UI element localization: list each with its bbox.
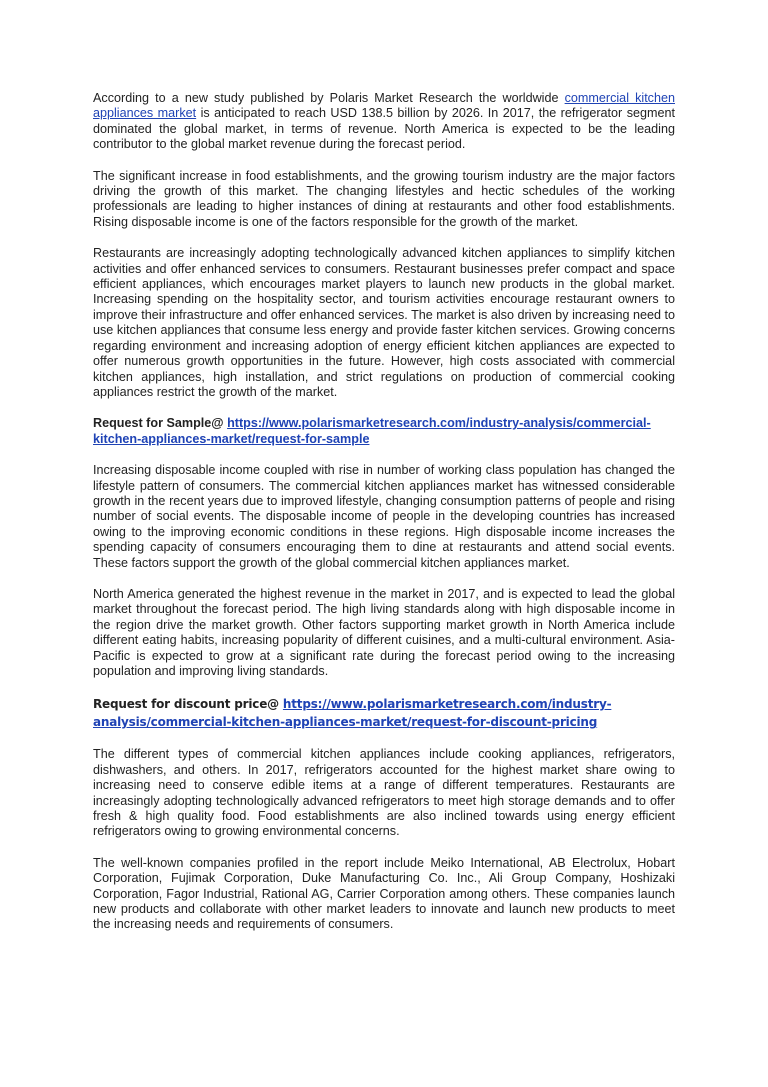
technology-paragraph: Restaurants are increasingly adopting technologically advanced kitchen appliances to simplify kitchen activities and offer enhanced services to consumers. Restaurant businesses prefer compact and space efficient appliances, which encourages market players to launch new products in the global market. Increasing spending on the hospitality sector, and tourism activities encourage restaurant owners to improve their infrastructure and offer enhanced services. The market is also driven by increasing need to use kitchen appliances that consume less energy and provide faster kitchen services. Growing concerns regarding environment and increasing adoption of energy efficient kitchen appliances are expected to offer numerous growth opportunities in the future. However, high costs associated with commercial kitchen appliances, high installation, and strict regulations on production of commercial cooking appliances restrict the growth of the market. — [93, 246, 675, 399]
sample-request — [93, 416, 675, 447]
disposable-income-paragraph: Increasing disposable income coupled with rise in number of working class population has changed the lifestyle pattern of consumers. The commercial kitchen appliances market has witnessed considerable growth in the recent years due to improved lifestyle, changing consumption patterns of people and rising number of social events. The disposable income of people in the developing countries has increased owing to the improving economic conditions in these regions. High disposable income increases the spending capacity of consumers encouraging them to dine at restaurants and attend social events. These factors support the growth of the global commercial kitchen appliances market. — [93, 463, 675, 570]
sample-request-label: Request for Sample@ — [93, 416, 228, 431]
appliance-types-paragraph: The different types of commercial kitchen appliances include cooking appliances, refrigerators, dishwashers, and others. In 2017, refrigerators accounted for the highest market share owing to increasing need to conserve edible items at a range of different temperatures. Restaurants are increasingly adopting technologically advanced refrigerators to meet high storage demands and to offer fresh & high quality food. Food establishments are also inclined towards using energy efficient refrigerators owing to growing environmental concerns. — [93, 747, 675, 839]
north-america-paragraph: North America generated the highest revenue in the market in 2017, and is expected to lead the global market throughout the forecast period. The high living standards along with high disposable income in the region drive the market growth. Other factors supporting market growth in North America include different eating habits, increasing popularity of different cuisines, and a multi-cultural environment. Asia-Pacific is expected to grow at a significant rate during the forecast period owing to the increasing population and improving living standards. — [93, 586, 675, 678]
intro-paragraph — [93, 91, 675, 153]
sample-request-link[interactable]: https://www.polarismarketresearch.com/industry-analysis/commercial-kitchen-appliances-market/request-for-sample — [93, 416, 651, 446]
growth-drivers-paragraph: The significant increase in food establishments, and the growing tourism industry are the major factors driving the growth of this market. The changing lifestyles and hectic schedules of the working professionals are leading to higher instances of dining at restaurants and other food establishments. Rising disposable income is one of the factors responsible for the growth of the market. — [93, 168, 675, 229]
market-link[interactable]: commercial kitchen appliances market — [93, 91, 675, 121]
discount-request-label: Request for discount price@ — [93, 697, 283, 712]
discount-request-link[interactable]: https://www.polarismarketresearch.com/industry-analysis/commercial-kitchen-appliances-market/request-for-discount-pricing — [93, 697, 612, 730]
document-body — [93, 91, 675, 949]
companies-paragraph: The well-known companies profiled in the report include Meiko International, AB Electrolux, Hobart Corporation, Fujimak Corporation, Duke Manufacturing Co. Inc., Ali Group Company, Hoshizaki Corporation, Fagor Industrial, Rational AG, Carrier Corporation among others. These companies launch new products and collaborate with other market leaders to innovate and launch new products to meet the increasing needs and requirements of consumers. — [93, 855, 675, 932]
intro-text-after: is anticipated to reach USD 138.5 billion by 2026. In 2017, the refrigerator segment dominated the global market, in terms of revenue. North America is expected to be the leading contributor to the global market revenue during the forecast period. — [93, 106, 676, 152]
intro-text-before: According to a new study published by Polaris Market Research the worldwide — [93, 91, 565, 105]
discount-request — [93, 695, 675, 731]
